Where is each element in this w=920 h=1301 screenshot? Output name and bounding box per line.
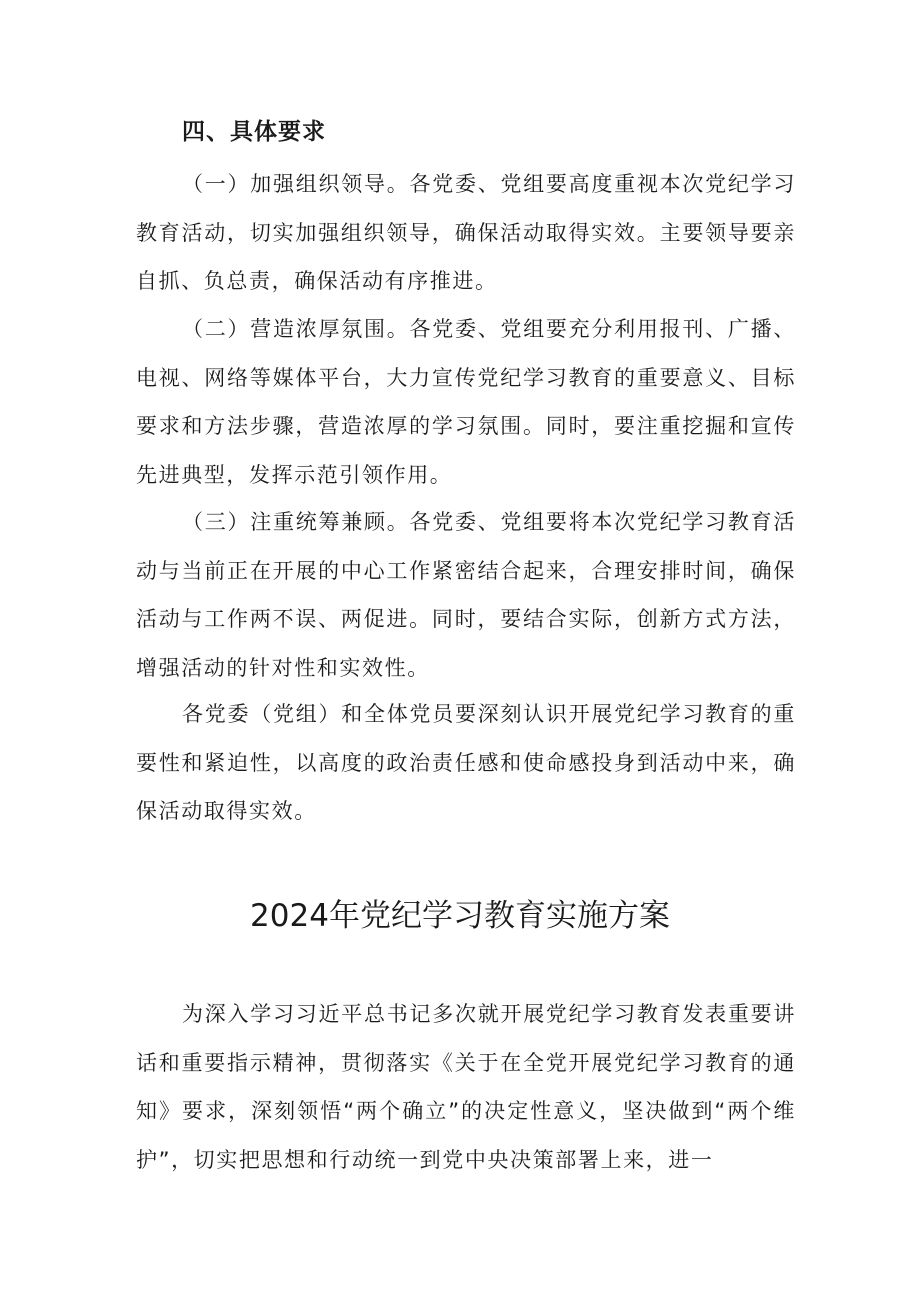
paragraph-intro: 为深入学习习近平总书记多次就开展党纪学习教育发表重要讲话和重要指示精神，贯彻落实《关于在全党开展党纪学习教育的通知》要求，深刻领悟“两个确立”的决定性意义，坚决做到“两个维护”，切实把思想和行动统一到党中央决策部署上来，进一 [136, 1002, 796, 1172]
paragraph-closing: 各党委（党组）和全体党员要深刻认识开展党纪学习教育的重要性和紧迫性，以高度的政治责任感和使命感投身到活动中来，确保活动取得实效。 [136, 702, 796, 823]
section-heading: 四、具体要求 [182, 119, 326, 145]
document-title: 2024年党纪学习教育实施方案 [250, 898, 670, 934]
paragraph-coordination: （三）注重统筹兼顾。各党委、党组要将本次党纪学习教育活动与当前正在开展的中心工作紧密结合起来，合理安排时间，确保活动与工作两不误、两促进。同时，要结合实际，创新方式方法，增强活动的针对性和实效性。 [136, 510, 796, 680]
paragraph-atmosphere: （二）营造浓厚氛围。各党委、党组要充分利用报刊、广播、电视、网络等媒体平台，大力宣传党纪学习教育的重要意义、目标要求和方法步骤，营造浓厚的学习氛围。同时，要注重挖掘和宣传先进典型，发挥示范引领作用。 [136, 317, 796, 487]
paragraph-organization: （一）加强组织领导。各党委、党组要高度重视本次党纪学习教育活动，切实加强组织领导，确保活动取得实效。主要领导要亲自抓、负总责，确保活动有序推进。 [136, 172, 796, 293]
